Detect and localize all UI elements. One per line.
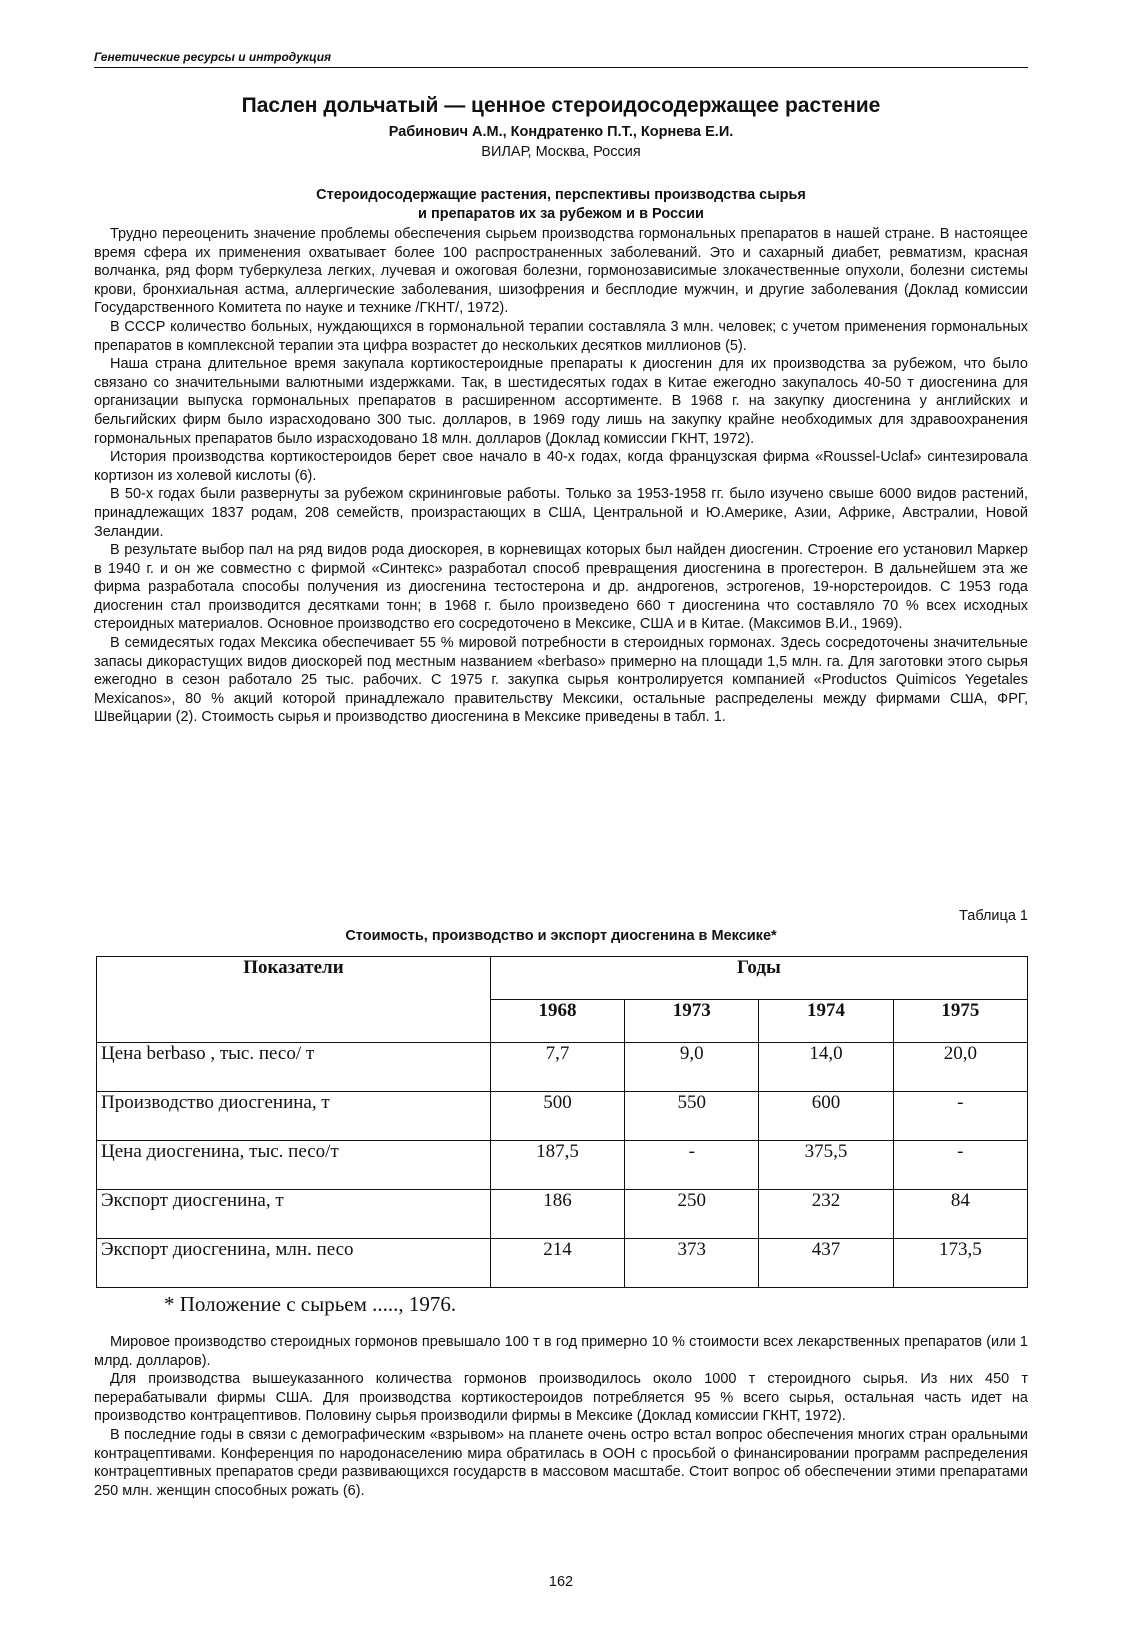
value-cell: - — [625, 1141, 759, 1190]
running-head: Генетические ресурсы и интродукция — [94, 50, 1028, 68]
value-cell: 9,0 — [625, 1043, 759, 1092]
paragraph: В результате выбор пал на ряд видов рода диоскорея, в корневищах которых был найден диосгенин. Строение его установил Маркер в 1940 г. и он же совместно с фирмой «Синтекс» разработал способ превращения диосгенина в прогестерон. В дальнейшем эта же фирма разработала способы получения из диосгенина тестостерона и др. андрогенов, эстрогенов, 19-норстероидов. С 1953 года диосгенин стал производится десятками тонн; в 1968 г. было произведено 660 т диосгенина что составляло 70 % всех исходных стероидных материалов. Основное производство его сосредоточено в Мексике, США и в Китае. (Максимов В.И., 1969). — [94, 542, 1028, 633]
article-title: Паслен дольчатый — ценное стероидосодержащее растение — [241, 94, 881, 117]
paragraph: История производства кортикостероидов берет свое начало в 40-х годах, когда французская фирма «Roussel-Uclaf» синтезировала кортизон из холевой кислоты (6). — [94, 449, 1028, 484]
value-cell: 250 — [625, 1190, 759, 1239]
value-cell: 173,5 — [893, 1239, 1027, 1288]
value-cell: 437 — [759, 1239, 893, 1288]
body-text-bottom — [94, 1333, 1028, 1500]
table-header-row — [97, 957, 1028, 1000]
affiliation: ВИЛАР, Москва, Россия — [481, 144, 641, 160]
indicator-cell: Цена диосгенина, тыс. песо/т — [97, 1141, 491, 1190]
value-cell: 84 — [893, 1190, 1027, 1239]
value-cell: 14,0 — [759, 1043, 893, 1092]
authors: Рабинович А.М., Кондратенко П.Т., Корнева Е.И. — [388, 124, 734, 140]
value-cell: 232 — [759, 1190, 893, 1239]
value-cell: - — [893, 1141, 1027, 1190]
value-cell: 373 — [625, 1239, 759, 1288]
value-cell: 214 — [490, 1239, 624, 1288]
indicator-cell: Экспорт диосгенина, т — [97, 1190, 491, 1239]
section-heading-line-2: и препаратов их за рубежом и в России — [418, 206, 704, 222]
value-cell: 550 — [625, 1092, 759, 1141]
table-label: Таблица 1 — [959, 908, 1028, 924]
value-cell: 20,0 — [893, 1043, 1027, 1092]
year-cell: 1974 — [759, 1000, 893, 1043]
indicator-cell: Экспорт диосгенина, млн. песо — [97, 1239, 491, 1288]
paragraph: В последние годы в связи с демографическим «взрывом» на планете очень остро встал вопрос обеспечения многих стран оральными контрацептивами. Конференция по народонаселению мира обратилась в ООН с просьбой о финансировании программ распределения контрацептивных препаратов среди развивающихся государств в массовом масштабе. Стоит вопрос об обеспечении этими препаратами 250 млн. женщин способных рожать (6). — [94, 1426, 1028, 1499]
indicator-cell: Производство диосгенина, т — [97, 1092, 491, 1141]
paragraph: Мировое производство стероидных гормонов превышало 100 т в год примерно 10 % стоимости всех лекарственных препаратов (или 1 млрд. долларов). — [94, 1334, 1028, 1369]
paragraph: Для производства вышеуказанного количества гормонов производилось около 1000 т стероидного сырья. Из них 450 т перерабатывали фирмы США. Для производства кортикостероидов потребляется 95 % всего сырья, остальная часть идет на производство контрацептивов. Половину сырья производили фирмы в Мексике (Доклад комиссии ГКНТ, 1972). — [94, 1371, 1028, 1425]
table-row — [97, 1190, 1028, 1239]
table-caption: Стоимость, производство и экспорт диосгенина в Мексике* — [345, 928, 777, 944]
data-table — [96, 956, 1028, 1288]
year-cell: 1975 — [893, 1000, 1027, 1043]
value-cell: 500 — [490, 1092, 624, 1141]
section-heading — [94, 186, 1028, 224]
body-text-top — [94, 225, 1028, 727]
paragraph: Наша страна длительное время закупала кортикостероидные препараты к диосгенин для их производства за рубежом, что было связано со значительными валютными издержками. Так, в шестидесятых годах в Китае ежегодно закупалось 40-50 т диосгенина для организации выпуска гормональных препаратов в расширенном ассортименте. В 1968 г. на закупку диосгенина у английских и бельгийских фирм было израсходовано 300 тыс. долларов, в 1969 году лишь на закупку крайне необходимых для здравоохранения гормональных препаратов было израсходовано 18 млн. долларов (Доклад комиссии ГКНТ, 1972). — [94, 356, 1028, 447]
value-cell: 375,5 — [759, 1141, 893, 1190]
table-row — [97, 1092, 1028, 1141]
table-row — [97, 1239, 1028, 1288]
paragraph: Трудно переоценить значение проблемы обеспечения сырьем производства гормональных препаратов в нашей стране. В настоящее время сфера их применения охватывает более 100 распространенных заболеваний. Это и сахарный диабет, ревматизм, красная волчанка, ряд форм туберкулеза легких, лучевая и ожоговая болезни, гормонозависимые злокачественные опухоли, болезни системы крови, бронхиальная астма, аллергические заболевания, шизофрения и бесплодие мужчин, и другие заболевания (Доклад комиссии Государственного Комитета по науке и технике /ГКНТ/, 1972). — [94, 226, 1028, 317]
value-cell: 600 — [759, 1092, 893, 1141]
paragraph: В СССР количество больных, нуждающихся в гормональной терапии составляла 3 млн. человек; с учетом применения гормональных препаратов в комплексной терапии эта цифра возрастет до нескольких десятков миллионов (5). — [94, 318, 1028, 354]
value-cell: - — [893, 1092, 1027, 1141]
value-cell: 7,7 — [490, 1043, 624, 1092]
header-indicators: Показатели — [97, 957, 491, 1043]
section-heading-line-1: Стероидосодержащие растения, перспективы производства сырья — [316, 187, 806, 203]
page-number: 162 — [548, 1574, 574, 1590]
value-cell: 187,5 — [490, 1141, 624, 1190]
header-years: Годы — [490, 957, 1027, 1000]
value-cell: 186 — [490, 1190, 624, 1239]
table-footnote: * Положение с сырьем ....., 1976. — [164, 1292, 457, 1316]
paragraph: В 50-х годах были развернуты за рубежом скрининговые работы. Только за 1953-1958 гг. было изучено свыше 6000 видов растений, принадлежащих 1837 родам, 208 семейств, произрастающих в США, Центральной и Ю.Америке, Азии, Африке, Австралии, Новой Зеландии. — [94, 486, 1028, 540]
table-row — [97, 1043, 1028, 1092]
table-row — [97, 1141, 1028, 1190]
year-cell: 1973 — [625, 1000, 759, 1043]
indicator-cell: Цена berbaso , тыс. песо/ т — [97, 1043, 491, 1092]
year-cell: 1968 — [490, 1000, 624, 1043]
paragraph: В семидесятых годах Мексика обеспечивает 55 % мировой потребности в стероидных гормонах. Здесь сосредоточены значительные запасы дикорастущих видов диоскорей под местным названием «berbaso» примерно на площади 1,5 млн. га. Для заготовки этого сырья ежегодно в сезон работало 25 тыс. рабочих. С 1975 г. закупка сырья контролируется компанией «Productos Quimicos Yegetales Mexicanos», 80 % акций которой принадлежало правительству Мексики, остальные распределены между фирмами США, ФРГ, Швейцарии (2). Стоимость сырья и производство диосгенина в Мексике приведены в табл. 1. — [94, 635, 1028, 726]
